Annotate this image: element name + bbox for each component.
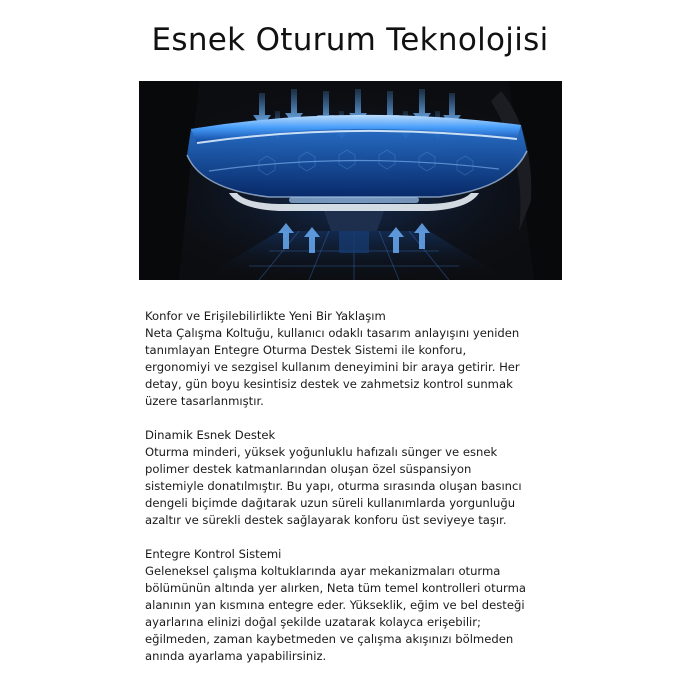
paragraph-line: Neta Çalışma Koltuğu, kullanıcı odaklı tasarım anlayışını yeniden <box>145 326 520 340</box>
section-dinamik-destek <box>145 427 565 529</box>
paragraph-line: dengeli biçimde dağıtarak uzun süreli kullanımlarda yorgunluğu <box>145 496 516 510</box>
article-body <box>145 308 565 682</box>
section-heading: Dinamik Esnek Destek <box>145 428 276 442</box>
paragraph-line: ayarlarına elinizi doğal şekilde uzatarak kolayca erişebilir; <box>145 615 481 629</box>
hero-image <box>139 81 562 280</box>
section-heading: Konfor ve Erişilebilirlikte Yeni Bir Yaklaşım <box>145 309 386 323</box>
seat-cushion-airflow-icon <box>139 81 562 280</box>
section-heading: Entegre Kontrol Sistemi <box>145 547 282 561</box>
paragraph-line: tanımlayan Entegre Oturma Destek Sistemi ile konforu, <box>145 343 467 357</box>
paragraph-line: sistemiyle donatılmıştır. Bu yapı, oturma sırasında oluşan basıncı <box>145 479 522 493</box>
paragraph-line: ergonomiyi ve sezgisel kullanım deneyimini bir araya getirir. Her <box>145 360 520 374</box>
paragraph-line: Geleneksel çalışma koltuklarında ayar mekanizmaları oturma <box>145 564 501 578</box>
paragraph-line: üzere tasarlanmıştır. <box>145 394 264 408</box>
paragraph-line: eğilmeden, zaman kaybetmeden ve çalışma akışınızı bölmeden <box>145 632 514 646</box>
paragraph-line: bölümünün altında yer alırken, Neta tüm temel kontrolleri oturma <box>145 581 527 595</box>
section-konfor <box>145 308 565 410</box>
page-title: Esnek Oturum Teknolojisi <box>151 22 549 58</box>
section-kontrol-sistemi <box>145 546 565 665</box>
paragraph-line: alanının yan kısmına entegre eder. Yükseklik, eğim ve bel desteği <box>145 598 525 612</box>
paragraph-line: azaltır ve sürekli destek sağlayarak konforu üst seviyeye taşır. <box>145 513 507 527</box>
paragraph-line: anında ayarlama yapabilirsiniz. <box>145 649 327 663</box>
paragraph-line: Oturma minderi, yüksek yoğunluklu hafızalı sünger ve esnek <box>145 445 498 459</box>
paragraph-line: detay, gün boyu kesintisiz destek ve zahmetsiz kontrol sunmak <box>145 377 513 391</box>
paragraph-line: polimer destek katmanlarından oluşan özel süspansiyon <box>145 462 472 476</box>
